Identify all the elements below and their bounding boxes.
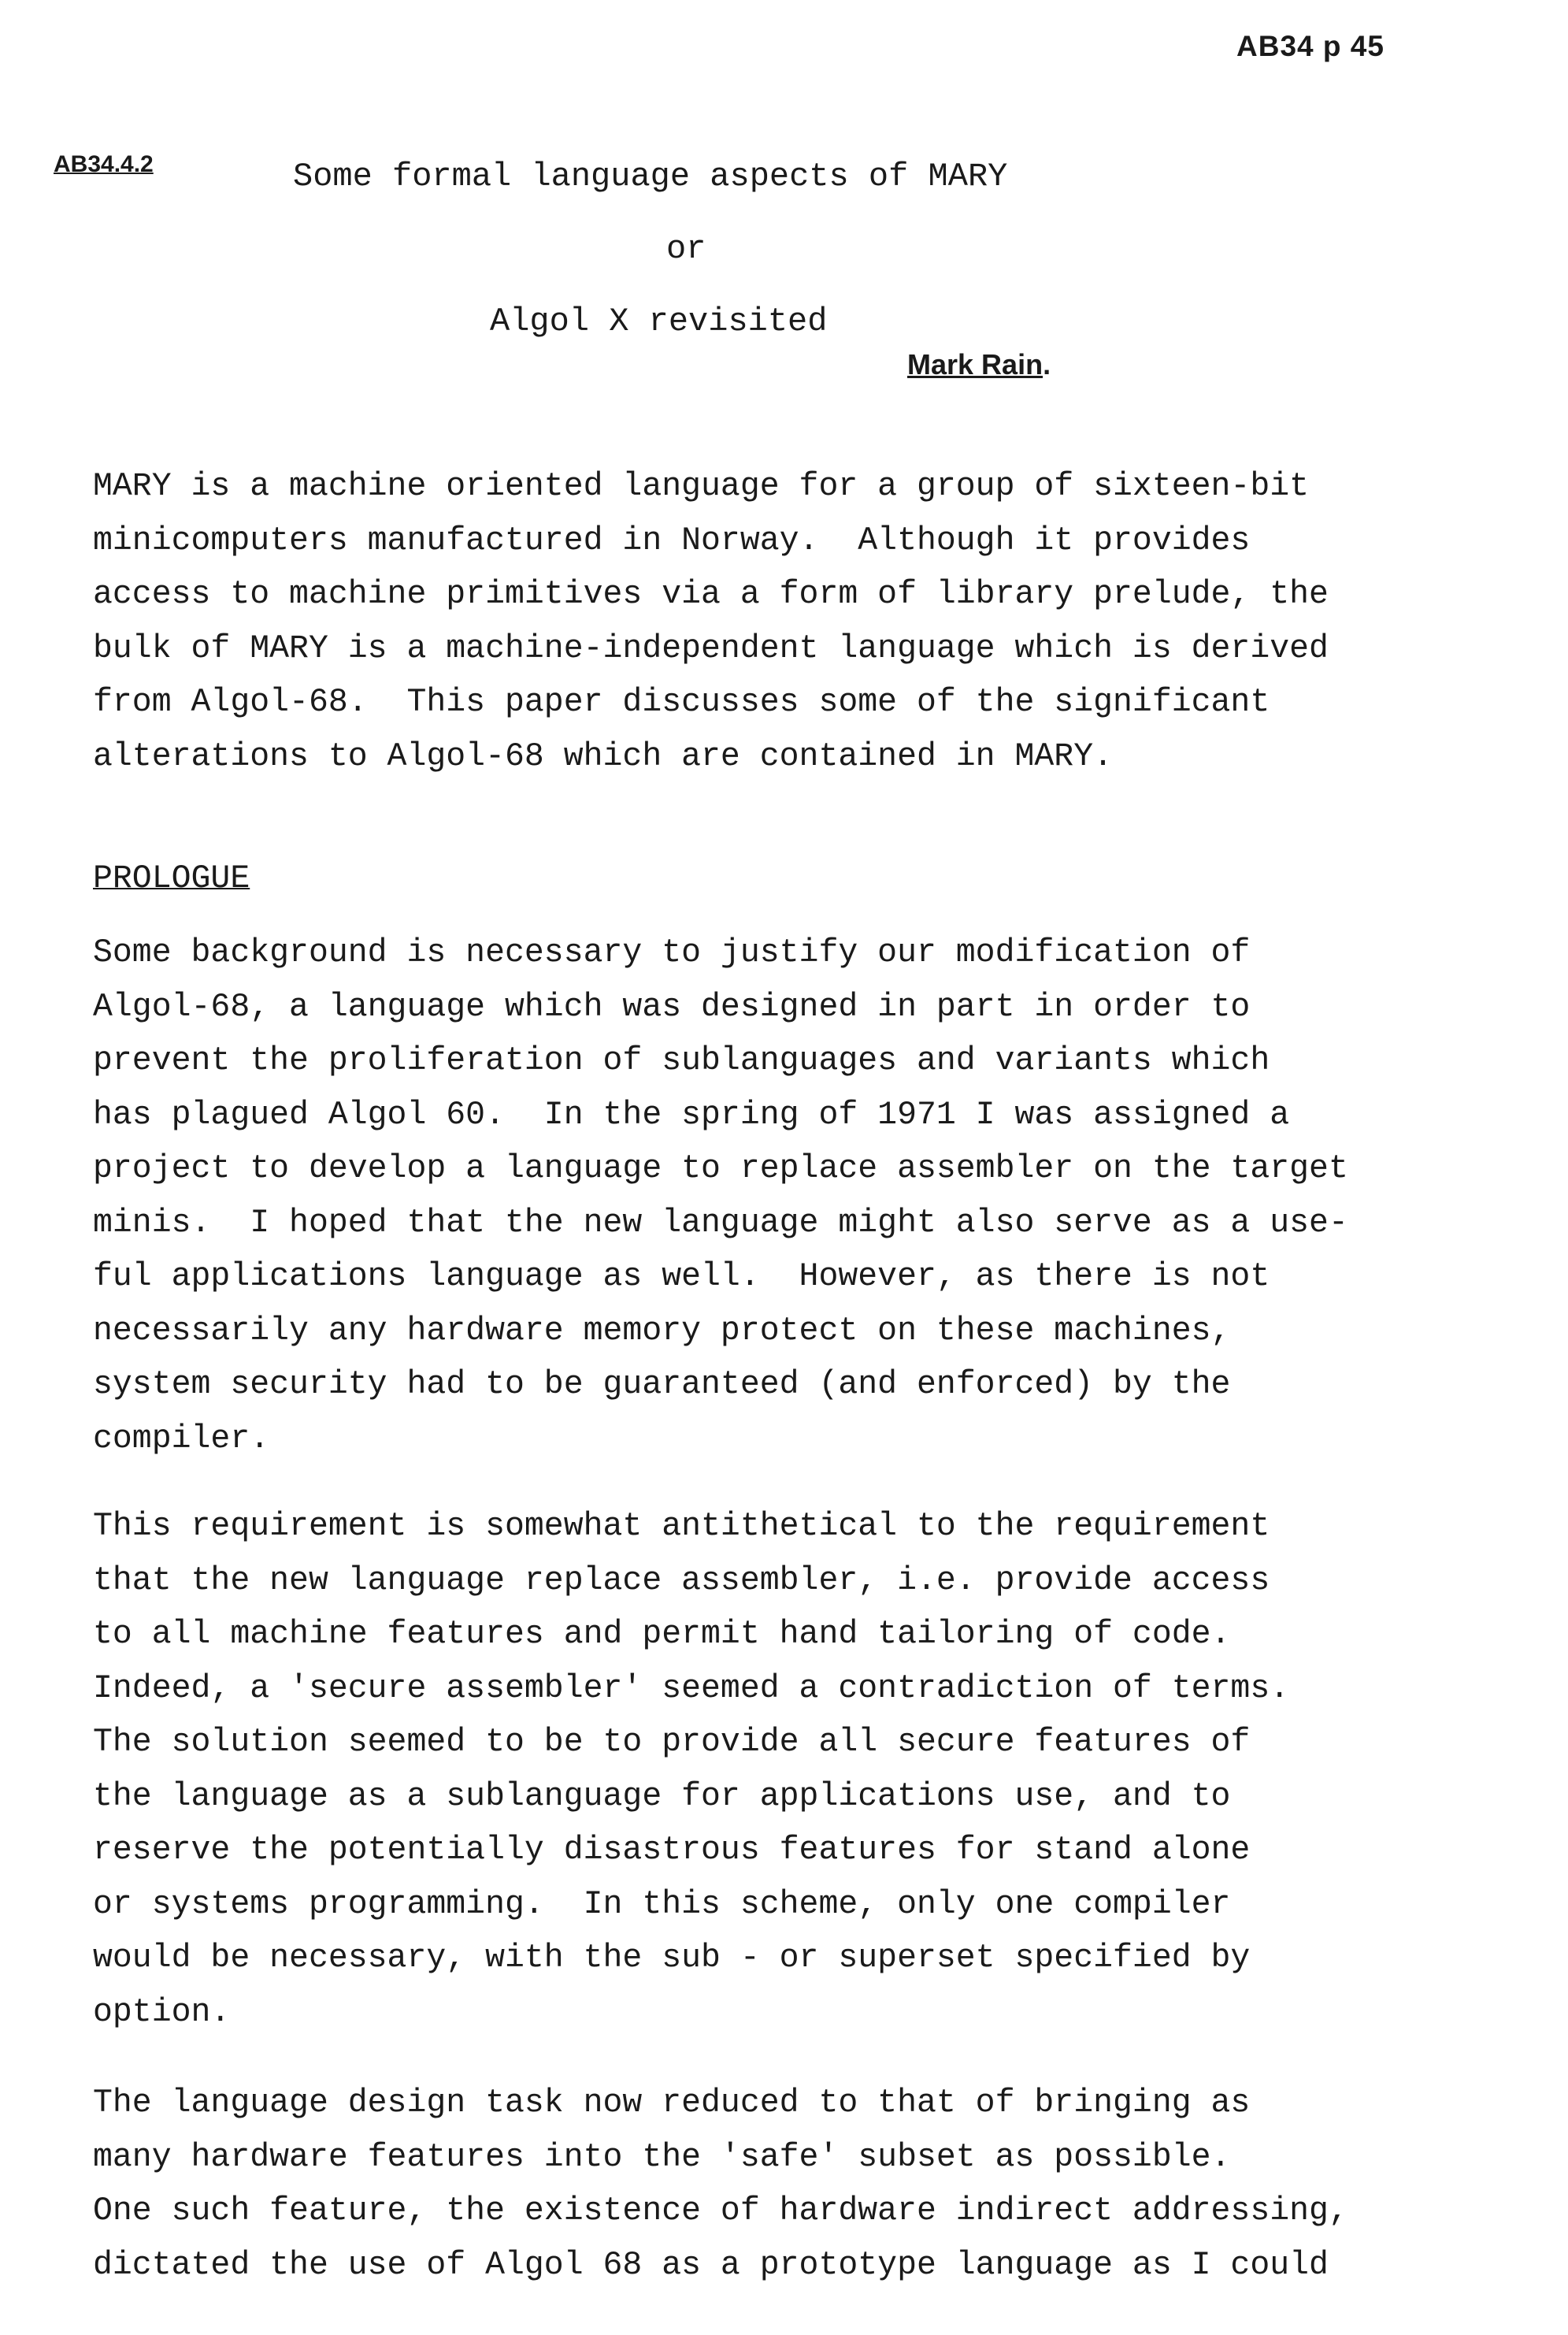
text-line: option. <box>93 1993 231 2031</box>
text-line: to all machine features and permit hand tailoring of code. <box>93 1616 1231 1653</box>
title-line-1: Some formal language aspects of MARY <box>293 158 1008 195</box>
prologue-paragraph-1 <box>93 926 1558 1466</box>
text-line: necessarily any hardware memory protect on these machines, <box>93 1312 1231 1349</box>
prologue-paragraph-2 <box>93 1500 1558 2040</box>
text-line: The solution seemed to be to provide all secure features of <box>93 1724 1251 1761</box>
text-line: MARY is a machine oriented language for a group of sixteen-bit <box>93 468 1310 505</box>
text-line: minis. I hoped that the new language might also serve as a use- <box>93 1204 1348 1242</box>
text-line: reserve the potentially disastrous features for stand alone <box>93 1832 1251 1869</box>
text-line: from Algol-68. This paper discusses some of the significant <box>93 684 1270 721</box>
text-line: dictated the use of Algol 68 as a prototype language as I could <box>93 2246 1329 2284</box>
text-line: Algol-68, a language which was designed in part in order to <box>93 988 1251 1026</box>
text-line: access to machine primitives via a form of library prelude, the <box>93 576 1329 613</box>
text-line: compiler. <box>93 1420 270 1457</box>
text-line: One such feature, the existence of hardware indirect addressing, <box>93 2192 1348 2229</box>
text-line: would be necessary, with the sub - or superset specified by <box>93 1940 1251 1977</box>
text-line: minicomputers manufactured in Norway. Although it provides <box>93 522 1251 559</box>
text-line: the language as a sublanguage for applications use, and to <box>93 1777 1231 1815</box>
text-line: ful applications language as well. However, as there is not <box>93 1258 1270 1295</box>
text-line: has plagued Algol 60. In the spring of 1971 I was assigned a <box>93 1096 1290 1134</box>
author-byline <box>907 348 1051 381</box>
text-line: many hardware features into the 'safe' subset as possible. <box>93 2138 1231 2176</box>
abstract-paragraph <box>93 460 1558 784</box>
text-line: Indeed, a 'secure assembler' seemed a contradiction of terms. <box>93 1669 1290 1707</box>
author-name: Mark Rain <box>907 348 1043 381</box>
author-period: . <box>1043 348 1051 381</box>
text-line: prevent the proliferation of sublanguages and variants which <box>93 1042 1270 1079</box>
title-line-3: Algol X revisited <box>490 303 828 340</box>
title-line-2: or <box>666 230 706 268</box>
text-line: that the new language replace assembler, i.e. provide access <box>93 1561 1270 1599</box>
section-number: AB34.4.2 <box>54 151 154 177</box>
text-line: project to develop a language to replace assembler on the target <box>93 1150 1348 1187</box>
text-line: bulk of MARY is a machine-independent language which is derived <box>93 629 1329 667</box>
prologue-paragraph-3 <box>93 2077 1558 2292</box>
text-line: Some background is necessary to justify our modification of <box>93 934 1251 971</box>
page-reference: AB34 p 45 <box>1236 30 1385 62</box>
text-line: The language design task now reduced to that of bringing as <box>93 2084 1251 2122</box>
prologue-heading: PROLOGUE <box>93 860 250 897</box>
text-line: or systems programming. In this scheme, only one compiler <box>93 1885 1231 1923</box>
text-line: system security had to be guaranteed (and enforced) by the <box>93 1366 1231 1403</box>
text-line: This requirement is somewhat antithetical to the requirement <box>93 1508 1270 1545</box>
text-line: alterations to Algol-68 which are contained in MARY. <box>93 737 1114 775</box>
